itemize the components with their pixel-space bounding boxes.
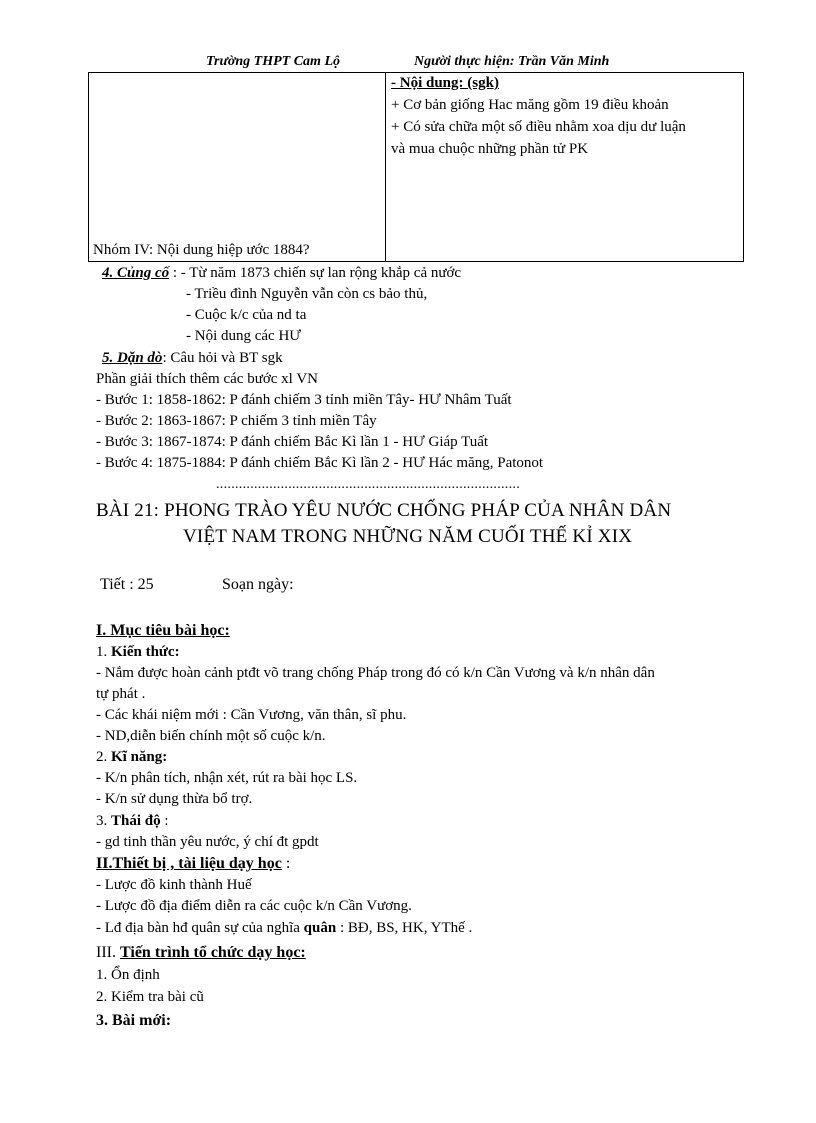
consolidate-label: 4. Củng cố (102, 265, 170, 281)
lesson-title-line-2: VIỆT NAM TRONG NHỮNG NĂM CUỐI THẾ KỈ XIX (183, 526, 633, 547)
explain-step-2: - Bước 2: 1863-1867: P chiếm 3 tỉnh miền Tây (96, 413, 377, 429)
consolidate-row (102, 265, 461, 282)
explain-step-4: - Bước 4: 1875-1884: P đánh chiếm Bắc Kì lần 2 - HƯ Hác măng, Patonot (96, 455, 544, 471)
knowledge-line-2: - Các khái niệm mới : Cần Vương, văn thân, sĩ phu. (96, 707, 407, 723)
explain-step-3: - Bước 3: 1867-1874: P đánh chiếm Bắc Kì lần 1 - HƯ Giáp Tuất (96, 434, 489, 450)
skill-line-1: - K/n phân tích, nhận xét, rút ra bài học LS. (96, 770, 358, 786)
table-right-heading: - Nội dung: (sgk) (391, 75, 499, 91)
school-name: Trường THPT Cam Lộ (206, 54, 340, 69)
date-label: Soạn ngày: (222, 576, 294, 593)
knowledge-heading: 1. Kiến thức: (96, 644, 180, 660)
table-left-cell: Nhóm IV: Nội dung hiệp ước 1884? (93, 242, 310, 258)
table-right-line-1: + Cơ bản giống Hac măng gồm 19 điều khoản (391, 97, 669, 113)
homework-label: 5. Dặn dò (102, 350, 163, 366)
consolidate-line-4: - Nội dung các HƯ (186, 328, 301, 344)
knowledge-line-1b: tự phát . (96, 686, 146, 702)
equipment-line-2: - Lược đồ địa điểm diễn ra các cuộc k/n Cần Vương. (96, 898, 412, 914)
procedure-item-1: 1. Ổn định (96, 967, 160, 983)
section-1-heading: I. Mục tiêu bài học: (96, 622, 230, 639)
consolidate-line-3: - Cuộc k/c của nd ta (186, 307, 307, 323)
table-divider (385, 73, 386, 261)
skill-heading: 2. Kĩ năng: (96, 749, 168, 765)
lesson-title-line-1: BÀI 21: PHONG TRÀO YÊU NƯỚC CHỐNG PHÁP CỦA NHÂN DÂN (96, 500, 672, 521)
procedure-item-2: 2. Kiểm tra bài cũ (96, 989, 204, 1005)
equipment-line-3: - Lđ địa bàn hđ quân sự của nghĩa quân : BĐ, BS, HK, YThế . (96, 920, 473, 936)
section-2-heading: II.Thiết bị , tài liệu dạy học : (96, 855, 291, 872)
homework-row (102, 350, 283, 367)
attitude-heading: 3. Thái độ : (96, 813, 169, 829)
explain-title: Phần giải thích thêm các bước xl VN (96, 371, 318, 387)
separator-dots: ................................................................................ (216, 477, 520, 492)
consolidate-line-1: : - Từ năm 1873 chiến sự lan rộng khắp cả nước (172, 265, 462, 281)
skill-line-2: - K/n sử dụng thừa bổ trợ. (96, 791, 253, 807)
teacher-name: Người thực hiện: Trần Văn Minh (414, 54, 610, 69)
period-label: Tiết : 25 (100, 576, 154, 593)
knowledge-line-1: - Nắm được hoàn cảnh ptđt võ trang chống Pháp trong đó có k/n Cần Vương và k/n nhân dân (96, 665, 655, 681)
attitude-line-1: - gd tinh thần yêu nước, ý chí đt gpdt (96, 834, 319, 850)
consolidate-line-2: - Triều đình Nguyễn vẫn còn cs bảo thủ, (186, 286, 428, 302)
table-right-line-2: + Có sửa chữa một số điều nhằm xoa dịu dư luận (391, 119, 686, 135)
explain-step-1: - Bước 1: 1858-1862: P đánh chiếm 3 tỉnh miền Tây- HƯ Nhâm Tuất (96, 392, 512, 408)
homework-text: : Câu hỏi và BT sgk (162, 350, 283, 366)
table-right-line-3: và mua chuộc những phần tử PK (391, 141, 589, 157)
procedure-item-3: 3. Bài mới: (96, 1012, 172, 1029)
section-3-heading: III. Tiến trình tổ chức dạy học: (96, 944, 306, 961)
knowledge-line-3: - ND,diễn biến chính một số cuộc k/n. (96, 728, 326, 744)
equipment-line-1: - Lược đồ kinh thành Huế (96, 877, 252, 893)
content-table (88, 72, 744, 262)
